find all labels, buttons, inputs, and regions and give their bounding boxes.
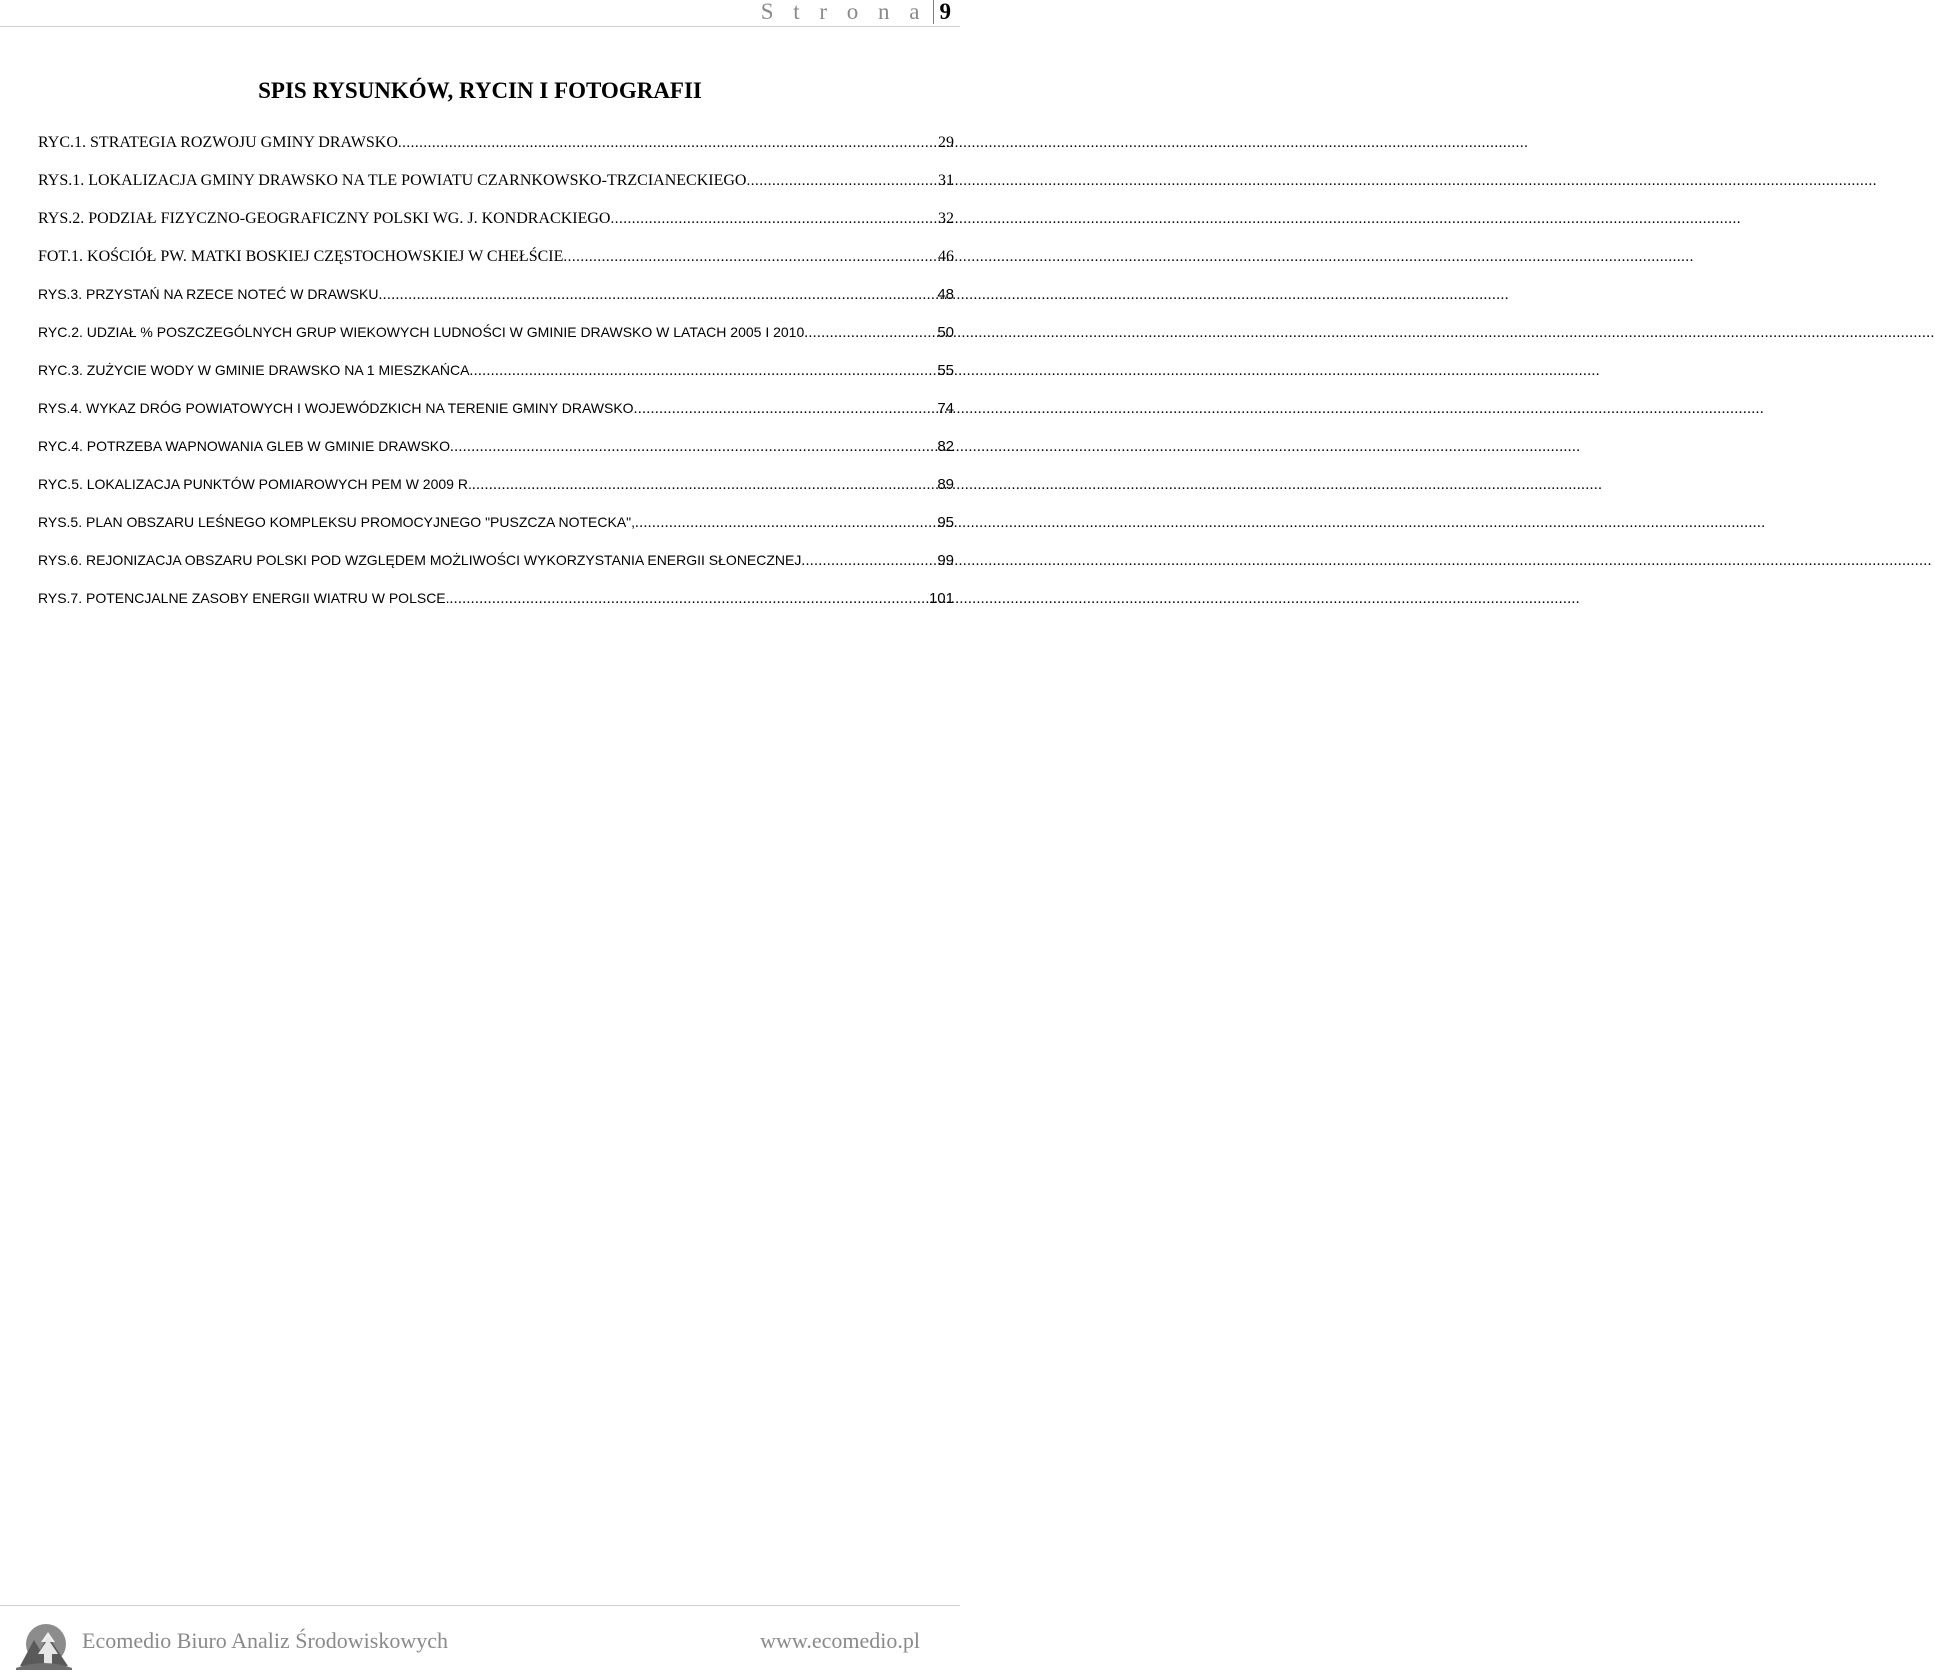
toc-entry[interactable] — [38, 134, 954, 172]
page-footer — [0, 1605, 960, 1672]
toc-dot-leader — [378, 287, 933, 304]
toc-dot-leader — [801, 553, 933, 570]
page-header — [0, 0, 960, 27]
toc-entry-label: RYS.1. LOKALIZACJA GMINY DRAWSKO NA TLE POWIATU CZARNKOWSKO-TRZCIANECKIEGO — [38, 172, 747, 189]
toc-entry-page-number: 55 — [937, 362, 954, 379]
toc-entry-page-number: 89 — [937, 476, 954, 493]
table-of-figures — [38, 134, 954, 628]
toc-entry[interactable] — [38, 210, 954, 248]
toc-entry-label: RYC.4. POTRZEBA WAPNOWANIA GLEB W GMINIE DRAWSKO — [38, 438, 451, 454]
toc-entry-label: RYS.4. WYKAZ DRÓG POWIATOWYCH I WOJEWÓDZKICH NA TERENIE GMINY DRAWSKO — [38, 400, 634, 416]
footer-company-name: Ecomedio Biuro Analiz Środowiskowych — [82, 1628, 449, 1653]
toc-entry-page-number: 31 — [938, 172, 954, 189]
toc-entry-label: RYS.7. POTENCJALNE ZASOBY ENERGII WIATRU W POLSCE. — [38, 590, 450, 606]
toc-entry[interactable] — [38, 286, 954, 324]
toc-dot-leader — [563, 249, 934, 266]
page-number: 9 — [939, 0, 951, 24]
toc-entry-label: RYC.3. ZUŻYCIE WODY W GMINIE DRAWSKO NA 1 MIESZKAŃCA — [38, 362, 470, 378]
toc-entry[interactable] — [38, 172, 954, 210]
toc-entry[interactable] — [38, 514, 954, 552]
toc-entry-page-number: 32 — [938, 210, 954, 227]
toc-entry-label: RYC.1. STRATEGIA ROZWOJU GMINY DRAWSKO — [38, 134, 398, 151]
toc-entry-label: FOT.1. KOŚCIÓŁ PW. MATKI BOSKIEJ CZĘSTOCHOWSKIEJ W CHEŁŚCIE — [38, 248, 564, 265]
toc-entry-page-number: 74 — [937, 400, 954, 417]
toc-dot-leader — [746, 173, 934, 190]
toc-entry-label: RYS.2. PODZIAŁ FIZYCZNO-GEOGRAFICZNY POLSKI WG. J. KONDRACKIEGO — [38, 210, 611, 227]
toc-entry[interactable] — [38, 324, 954, 362]
footer-website-link[interactable]: www.ecomedio.pl — [760, 1628, 920, 1653]
toc-dot-leader — [472, 477, 933, 494]
toc-entry-page-number: 95 — [937, 514, 954, 531]
document-title: SPIS RYSUNKÓW, RYCIN I FOTOGRAFII — [258, 78, 702, 103]
toc-entry-page-number: 101 — [928, 590, 954, 607]
toc-dot-leader — [804, 325, 933, 342]
toc-entry[interactable] — [38, 438, 954, 476]
toc-entry-label: RYC.5. LOKALIZACJA PUNKTÓW POMIAROWYCH PEM W 2009 R. — [38, 476, 472, 492]
toc-entry[interactable] — [38, 476, 954, 514]
header-separator — [933, 0, 934, 24]
toc-entry[interactable] — [38, 590, 954, 628]
toc-dot-leader — [610, 211, 934, 228]
toc-dot-leader — [635, 515, 933, 532]
toc-dot-leader — [634, 401, 934, 418]
toc-entry-label: RYS.6. REJONIZACJA OBSZARU POLSKI POD WZGLĘDEM MOŻLIWOŚCI WYKORZYSTANIA ENERGII SŁONECZNEJ — [38, 552, 802, 568]
toc-entry-page-number: 99 — [937, 552, 954, 569]
page-label: S t r o n a — [760, 0, 927, 24]
toc-entry-page-number: 46 — [938, 248, 954, 265]
toc-entry-label: RYS.5. PLAN OBSZARU LEŚNEGO KOMPLEKSU PROMOCYJNEGO "PUSZCZA NOTECKA", — [38, 514, 636, 530]
toc-dot-leader — [450, 439, 933, 456]
toc-entry[interactable] — [38, 362, 954, 400]
toc-entry-page-number: 29 — [938, 134, 954, 151]
toc-entry[interactable] — [38, 552, 954, 590]
toc-entry-label: RYC.2. UDZIAŁ % POSZCZEGÓLNYCH GRUP WIEKOWYCH LUDNOŚCI W GMINIE DRAWSKO W LATACH 2005 I 2010 — [38, 324, 805, 340]
header-page-indicator — [761, 0, 951, 24]
toc-entry-page-number: 50 — [937, 324, 954, 341]
toc-entry-page-number: 48 — [937, 286, 954, 303]
toc-entry-page-number: 82 — [937, 438, 954, 455]
tree-mountain-logo-icon — [16, 1620, 72, 1670]
toc-dot-leader — [469, 363, 933, 380]
toc-dot-leader — [450, 591, 925, 608]
toc-dot-leader — [398, 135, 934, 152]
toc-entry[interactable] — [38, 248, 954, 286]
toc-entry[interactable] — [38, 400, 954, 438]
toc-entry-label: RYS.3. PRZYSTAŃ NA RZECE NOTEĆ W DRAWSKU — [38, 286, 379, 302]
